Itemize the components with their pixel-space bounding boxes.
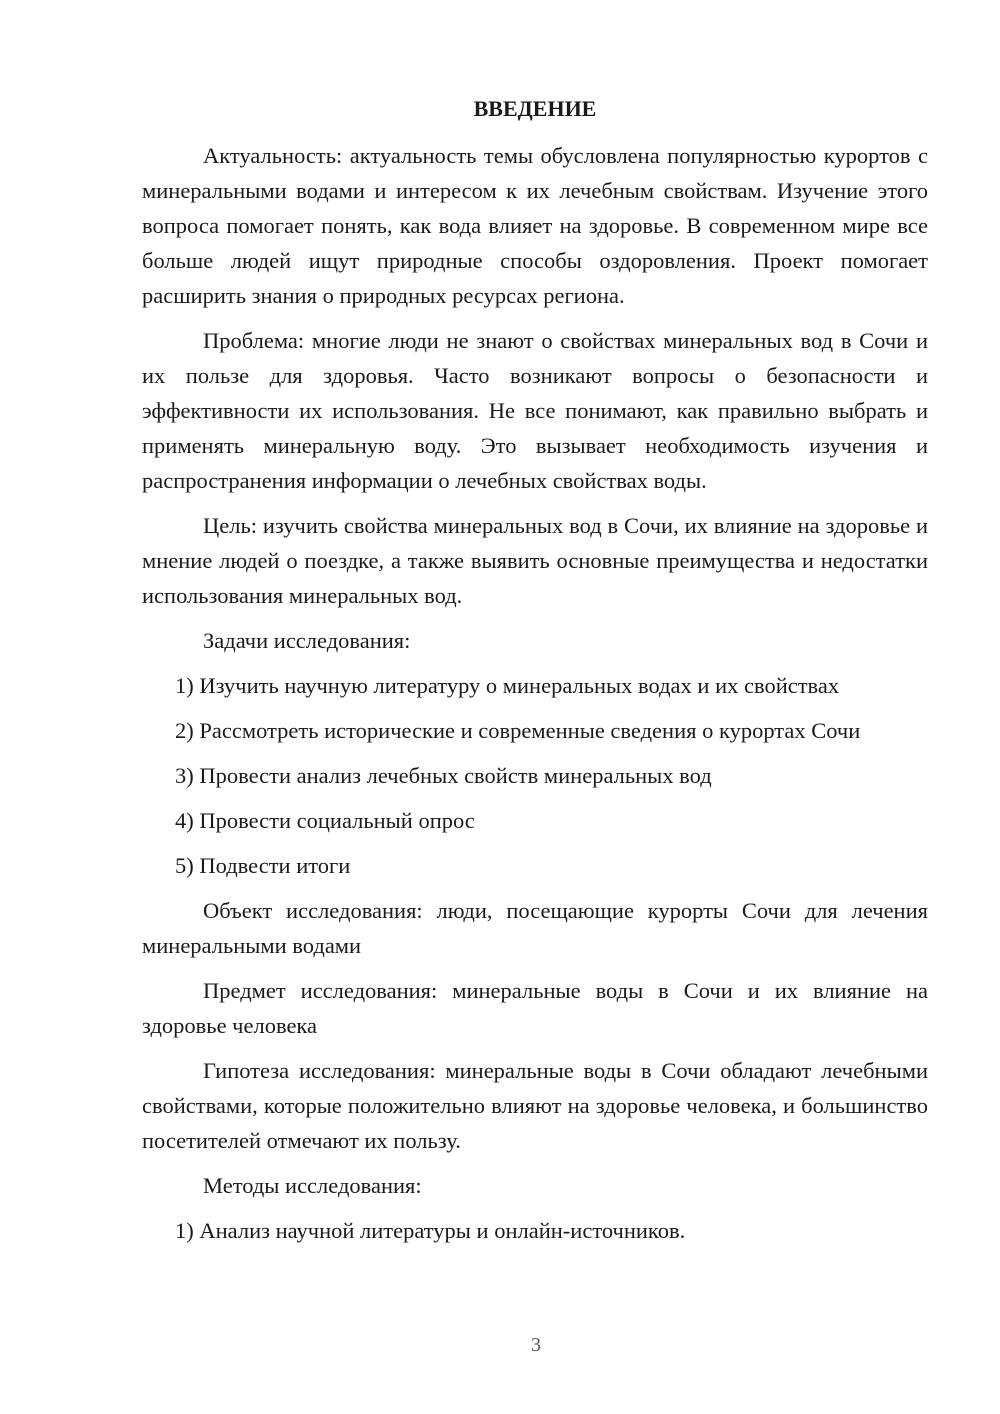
document-page <box>142 92 928 1258</box>
list-item: 1) Анализ научной литературы и онлайн-источников. <box>175 1218 686 1243</box>
object-paragraph: Объект исследования: люди, посещающие курорты Сочи для лечения минеральными водами <box>142 898 928 958</box>
hypothesis-paragraph: Гипотеза исследования: минеральные воды в Сочи обладают лечебными свойствами, которые положительно влияют на здоровье человека, и большинство посетителей отмечают их пользу. <box>142 1058 928 1153</box>
tasks-list <box>142 668 928 883</box>
methods-heading: Методы исследования: <box>203 1173 422 1198</box>
list-item: 2) Рассмотреть исторические и современные сведения о курортах Сочи <box>175 718 861 743</box>
tasks-heading: Задачи исследования: <box>203 628 411 653</box>
goal-paragraph: Цель: изучить свойства минеральных вод в Сочи, их влияние на здоровье и мнение людей о поездке, а также выявить основные преимущества и недостатки использования минеральных вод. <box>142 513 928 608</box>
problem-paragraph: Проблема: многие люди не знают о свойствах минеральных вод в Сочи и их пользе для здоровья. Часто возникают вопросы о безопасности и эффективности их использования. Не все понимают, как правильно выбрать и применять минеральную воду. Это вызывает необходимость изучения и распространения информации о лечебных свойствах воды. <box>142 328 928 493</box>
list-item: 1) Изучить научную литературу о минеральных водах и их свойствах <box>175 673 840 698</box>
subject-paragraph: Предмет исследования: минеральные воды в Сочи и их влияние на здоровье человека <box>142 978 928 1038</box>
page-title: ВВЕДЕНИЕ <box>473 96 597 121</box>
list-item: 4) Провести социальный опрос <box>175 808 475 833</box>
relevance-paragraph: Актуальность: актуальность темы обусловлена популярностью курортов с минеральными водами и интересом к их лечебным свойствам. Изучение этого вопроса помогает понять, как вода влияет на здоровье. В современном мире все больше людей ищут природные способы оздоровления. Проект помогает расширить знания о природных ресурсах региона. <box>142 143 928 308</box>
list-item: 5) Подвести итоги <box>175 853 351 878</box>
list-item: 3) Провести анализ лечебных свойств минеральных вод <box>175 763 712 788</box>
page-number: 3 <box>531 1334 541 1356</box>
methods-list <box>142 1213 928 1248</box>
